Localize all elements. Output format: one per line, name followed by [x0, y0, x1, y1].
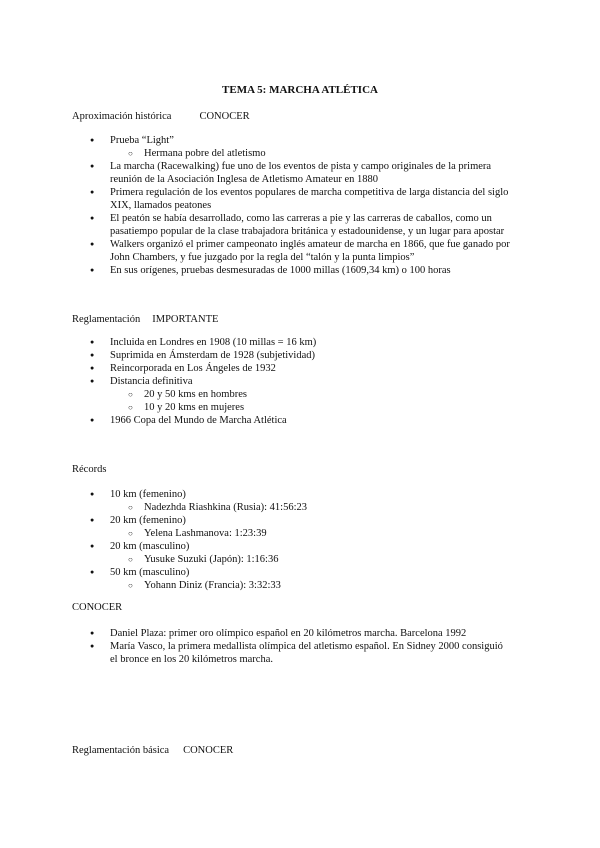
document-title: TEMA 5: MARCHA ATLÉTICA: [222, 84, 378, 96]
list-item: [72, 336, 512, 349]
records-sublist: [72, 579, 512, 592]
records-sublist: [72, 501, 512, 514]
list-item: [72, 349, 512, 362]
records-heading-text: Récords: [72, 464, 107, 475]
sub-list-item-text: Yelena Lashmanova: 1:23:39: [144, 528, 267, 539]
list-item: [72, 375, 512, 414]
list-item-text: Reincorporada en Los Ángeles de 1932: [110, 363, 276, 374]
sub-list-item: [72, 501, 512, 514]
list-item-text: 50 km (masculino): [110, 567, 190, 578]
list-item-text: En sus orígenes, pruebas desmesuradas de 1000 millas (1609,34 km) o 100 horas: [110, 265, 451, 276]
list-item-text: El peatón se había desarrollado, como las carreras a pie y las carreras de caballos, como un pasatiempo popular de la clase trabajadora británica y estadounidense, y un lugar para apostar: [110, 213, 505, 237]
list-item: [72, 414, 512, 427]
sub-list-item-text: Hermana pobre del atletismo: [144, 148, 266, 159]
sub-list-item-text: 20 y 50 kms en hombres: [144, 389, 247, 400]
list-item: [72, 540, 512, 566]
section-heading-records: [72, 463, 106, 476]
basica-heading-text: Reglamentación básica: [72, 745, 170, 756]
records-sublist: [72, 553, 512, 566]
list-item-text: Distancia definitiva: [110, 376, 193, 387]
section-heading-basica: [72, 744, 233, 757]
conocer-heading-text: CONOCER: [72, 602, 123, 613]
sub-list-item: [72, 527, 512, 540]
list-item-text: Prueba “Light”: [110, 135, 174, 146]
list-item-text: Incluida en Londres en 1908 (10 millas = 16 km): [110, 337, 317, 348]
sub-list-item: [72, 579, 512, 592]
reglamentacion-list: [72, 336, 512, 427]
conocer-list: [72, 627, 512, 666]
list-item-text: Walkers organizó el primer campeonato inglés amateur de marcha en 1866, que fue ganado por John Chambers, y fue juzgado por la regla del “talón y la punta limpios”: [110, 239, 510, 263]
list-item-text: 20 km (femenino): [110, 515, 186, 526]
list-item: [72, 627, 512, 640]
sub-list-item: [72, 401, 512, 414]
sub-list-item-text: Yohann Diniz (Francia): 3:32:33: [144, 580, 281, 591]
list-item-text: María Vasco, la primera medallista olímpica del atletismo español. En Sidney 2000 consiguió el bronce en los 20 kilómetros marcha.: [110, 641, 503, 665]
section-heading-conocer: [72, 601, 122, 614]
list-item-text: 20 km (masculino): [110, 541, 190, 552]
list-item: [72, 212, 512, 238]
sub-list-item-text: Yusuke Suzuki (Japón): 1:16:36: [144, 554, 279, 565]
list-item-text: La marcha (Racewalking) fue uno de los eventos de pista y campo originales de la primera reunión de la Asociación Inglesa de Atletismo Amateur en 1880: [110, 161, 492, 185]
list-item: [72, 134, 512, 160]
historia-list: [72, 134, 512, 277]
list-item: [72, 566, 512, 592]
basica-tag: CONOCER: [183, 745, 234, 756]
sub-list-item: [72, 553, 512, 566]
historia-sublist: [72, 147, 512, 160]
list-item-text: Suprimida en Ámsterdam de 1928 (subjetividad): [110, 350, 316, 361]
records-list: [72, 488, 512, 592]
list-item: [72, 640, 512, 666]
list-item: [72, 186, 512, 212]
sub-list-item-text: 10 y 20 kms en mujeres: [144, 402, 245, 413]
historia-heading-text: Aproximación histórica: [72, 111, 172, 122]
reglamentacion-heading-text: Reglamentación: [72, 314, 141, 325]
list-item: [72, 488, 512, 514]
historia-tag: CONOCER: [199, 111, 250, 122]
list-item: [72, 514, 512, 540]
reglamentacion-sublist: [72, 388, 512, 414]
list-item-text: 10 km (femenino): [110, 489, 186, 500]
records-sublist: [72, 527, 512, 540]
list-item: [72, 160, 512, 186]
list-item: [72, 264, 512, 277]
list-item-text: Primera regulación de los eventos populares de marcha competitiva de larga distancia del siglo XIX, llamados peatones: [110, 187, 509, 211]
reglamentacion-tag: IMPORTANTE: [152, 314, 219, 325]
list-item: [72, 238, 512, 264]
list-item: [72, 362, 512, 375]
sub-list-item: [72, 147, 512, 160]
list-item-text: 1966 Copa del Mundo de Marcha Atlética: [110, 415, 287, 426]
section-heading-historia: [72, 110, 250, 123]
sub-list-item-text: Nadezhda Riashkina (Rusia): 41:56:23: [144, 502, 308, 513]
sub-list-item: [72, 388, 512, 401]
section-heading-reglamentacion: [72, 313, 218, 326]
list-item-text: Daniel Plaza: primer oro olímpico español en 20 kilómetros marcha. Barcelona 1992: [110, 628, 467, 639]
